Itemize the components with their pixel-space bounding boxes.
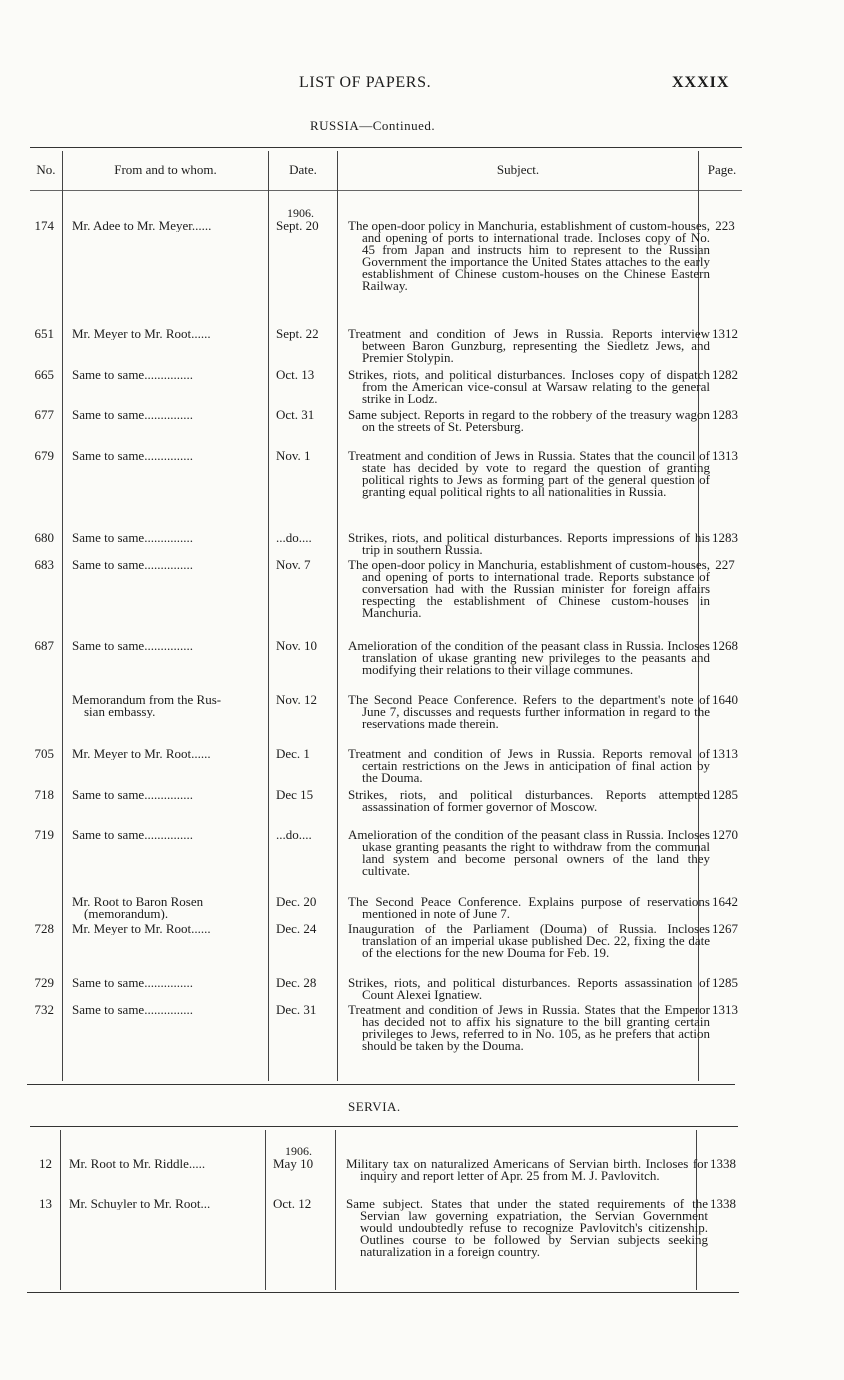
row-correspondents (72, 829, 268, 841)
row-subject: Inauguration of the Parliament (Douma) of Russia. Incloses translation of an imperial ukase published Dec. 22, fixing the date of the elections for the new Douma for Feb. 19. (348, 921, 710, 960)
row-subject: Strikes, riots, and political disturbances. Incloses copy of dispatch from the American vice-consul at Warsaw relating to the general strike in Lodz. (348, 367, 710, 406)
table-bottom-rule (27, 1084, 735, 1085)
row-page: 1313 (712, 448, 738, 463)
row-date: Dec. 31 (276, 1002, 317, 1017)
correspondents-line: Mr. Schuyler to Mr. Root... (69, 1198, 211, 1210)
row-date: Dec. 1 (276, 746, 310, 761)
row-page: 1338 (710, 1156, 736, 1171)
row-date: May 10 (273, 1156, 314, 1171)
row-date: Nov. 10 (276, 638, 318, 653)
row-date: Dec. 20 (276, 894, 317, 909)
row-subject: Treatment and condition of Jews in Russia. Reports interview between Baron Gunzburg, representing the Siedletz Jews, and Premier Stolypin. (348, 326, 710, 365)
year-label: 1906. (287, 206, 314, 220)
row-number: 651 (34, 326, 54, 341)
section-title-russia: RUSSIA—Continued. (310, 118, 436, 133)
row-page: 1640 (712, 692, 738, 707)
row-date: Oct. 13 (276, 367, 315, 382)
correspondents-line: Memorandum from the Rus- (72, 694, 222, 707)
row-correspondents (72, 977, 268, 989)
column-divider (60, 1130, 61, 1290)
row-date: ...do.... (276, 530, 312, 545)
row-date: Oct. 12 (273, 1196, 312, 1211)
correspondents-line-continued: sian embassy. (84, 704, 156, 718)
correspondents-line: Same to same............... (72, 789, 193, 801)
row-subject: Treatment and condition of Jews in Russia. Reports removal of certain restrictions on the Jews in anticipation of final action by the Douma. (348, 746, 710, 785)
row-page: 1270 (712, 827, 738, 842)
row-subject: Treatment and condition of Jews in Russia. States that the Emperor has decided not to affix his signature to the bill granting certain privileges to Jews, referred to in No. 105, as he prefers that action should be taken by the Douma. (348, 1002, 710, 1053)
row-number: 683 (34, 557, 54, 572)
row-page: 1267 (712, 921, 738, 936)
correspondents-line: Same to same............... (72, 640, 193, 652)
row-correspondents (72, 896, 268, 920)
row-subject: Same subject. Reports in regard to the robbery of the treasury wagon on the streets of St. Petersburg. (348, 407, 710, 434)
row-date: Sept. 22 (276, 326, 319, 341)
row-correspondents (72, 559, 268, 571)
page-title: LIST OF PAPERS. (299, 74, 432, 91)
row-correspondents (72, 220, 268, 232)
row-date: Dec. 28 (276, 975, 317, 990)
correspondents-line: Mr. Adee to Mr. Meyer...... (72, 220, 212, 232)
row-number: 732 (34, 1002, 54, 1017)
correspondents-line: Mr. Meyer to Mr. Root...... (72, 923, 211, 935)
row-subject: The open-door policy in Manchuria, establishment of custom-houses, and opening of ports to international trade. Incloses copy of No. 45 from Japan and instructs him to represent to the Russian Government the importance the United States attaches to the early establishment of Chinese custom-houses on the Chinese Eastern Railway. (348, 218, 710, 293)
row-number: 705 (34, 746, 54, 761)
row-subject: Strikes, riots, and political disturbances. Reports attempted assassination of former governor of Moscow. (348, 787, 710, 814)
column-divider (62, 151, 63, 1081)
column-divider (268, 151, 269, 1081)
correspondents-line: Same to same............... (72, 829, 193, 841)
row-page: 223 (715, 218, 735, 233)
section-title-servia: SERVIA. (348, 1099, 401, 1114)
column-divider (335, 1130, 336, 1290)
correspondents-line-continued: (memorandum). (84, 906, 169, 920)
row-date: Nov. 1 (276, 448, 311, 463)
row-subject: The Second Peace Conference. Refers to the department's note of June 7, discusses and requests further information in regard to the reservations made therein. (348, 692, 710, 731)
row-date: Dec. 24 (276, 921, 317, 936)
row-subject: Same subject. States that under the stated requirements of the Servian law governing expatriation, the Servian Government would undoubtedly refuse to recognize Pavlovitch's citizenship. Outlines course to be followed by Servian subjects seeking naturalization in a foreign country. (346, 1196, 708, 1259)
row-subject: The open-door policy in Manchuria, establishment of custom-houses, and opening of ports to international trade. Reports substance of conversation had with the Russian minister for foreign affairs respecting the establishment of Chinese custom-houses in Manchuria. (348, 557, 710, 620)
column-header-page: Page. (707, 162, 737, 177)
year-label: 1906. (285, 1144, 312, 1158)
row-correspondents (72, 694, 268, 718)
row-subject: Amelioration of the condition of the peasant class in Russia. Incloses ukase granting peasants the right to withdraw from the communal land system and become personal owners of the land they cultivate. (348, 827, 710, 878)
row-number: 665 (34, 367, 54, 382)
table-bottom-rule (27, 1292, 739, 1293)
row-number: 680 (34, 530, 54, 545)
row-page: 1268 (712, 638, 738, 653)
column-header-from: From and to whom. (114, 162, 217, 177)
row-number: 677 (34, 407, 54, 422)
row-date: ...do.... (276, 827, 312, 842)
row-number: 687 (34, 638, 54, 653)
row-subject: Treatment and condition of Jews in Russia. States that the council of state has decided by vote to regard the question of granting political rights to Jews as forming part of the general question of granting equal political rights to all nationalities in Russia. (348, 448, 710, 499)
row-correspondents (72, 328, 268, 340)
table-top-rule (30, 147, 742, 148)
row-page: 1283 (712, 407, 738, 422)
table-top-rule (30, 1126, 738, 1127)
correspondents-line: Same to same............... (72, 409, 193, 421)
row-date: Dec 15 (276, 787, 314, 802)
row-number: 728 (34, 921, 54, 936)
row-correspondents (72, 923, 268, 935)
row-correspondents (72, 409, 268, 421)
row-correspondents (72, 640, 268, 652)
row-page: 1312 (712, 326, 738, 341)
row-subject: Strikes, riots, and political disturbances. Reports assassination of Count Alexei Ignatiew. (348, 975, 710, 1002)
row-number: 718 (34, 787, 54, 802)
correspondents-line: Same to same............... (72, 369, 193, 381)
correspondents-line: Same to same............... (72, 559, 193, 571)
row-subject: Military tax on naturalized Americans of Servian birth. Incloses for inquiry and report letter of Apr. 25 from M. J. Pavlovitch. (346, 1156, 708, 1183)
column-header-date: Date. (289, 162, 317, 177)
row-date: Nov. 12 (276, 692, 318, 707)
row-number: 729 (34, 975, 54, 990)
row-correspondents (69, 1198, 265, 1210)
row-date: Sept. 20 (276, 218, 319, 233)
correspondents-line: Same to same............... (72, 977, 193, 989)
correspondents-line: Same to same............... (72, 450, 193, 462)
row-number: 12 (39, 1156, 52, 1171)
correspondents-line: Mr. Root to Baron Rosen (72, 896, 204, 909)
row-number: 174 (34, 218, 54, 233)
row-number: 719 (34, 827, 54, 842)
row-subject: Amelioration of the condition of the peasant class in Russia. Incloses translation of ukase granting new privileges to the peasants and modifying their relations to their village communes. (348, 638, 710, 677)
row-page: 1282 (712, 367, 738, 382)
row-page: 1313 (712, 746, 738, 761)
column-header-no: No. (36, 162, 56, 177)
row-number: 13 (39, 1196, 52, 1211)
row-page: 1338 (710, 1196, 736, 1211)
column-header-subject: Subject. (496, 162, 540, 177)
row-page: 227 (715, 557, 735, 572)
row-page: 1285 (712, 787, 738, 802)
row-correspondents (72, 1004, 268, 1016)
row-page: 1285 (712, 975, 738, 990)
row-subject: Strikes, riots, and political disturbances. Reports impressions of his trip in southern Russia. (348, 530, 710, 557)
row-number: 679 (34, 448, 54, 463)
row-subject: The Second Peace Conference. Explains purpose of reservations mentioned in note of June 7. (348, 894, 710, 921)
row-correspondents (72, 789, 268, 801)
row-page: 1642 (712, 894, 738, 909)
correspondents-line: Same to same............... (72, 532, 193, 544)
row-correspondents (72, 369, 268, 381)
column-divider (337, 151, 338, 1081)
row-page: 1283 (712, 530, 738, 545)
row-page: 1313 (712, 1002, 738, 1017)
correspondents-line: Mr. Meyer to Mr. Root...... (72, 748, 211, 760)
row-correspondents (72, 532, 268, 544)
row-correspondents (69, 1158, 265, 1170)
row-correspondents (72, 450, 268, 462)
table-header-rule (30, 190, 742, 191)
correspondents-line: Mr. Root to Mr. Riddle..... (69, 1158, 206, 1170)
row-date: Oct. 31 (276, 407, 315, 422)
column-divider (265, 1130, 266, 1290)
correspondents-line: Same to same............... (72, 1004, 193, 1016)
row-correspondents (72, 748, 268, 760)
correspondents-line: Mr. Meyer to Mr. Root...... (72, 328, 211, 340)
page-number: XXXIX (672, 74, 730, 91)
row-date: Nov. 7 (276, 557, 311, 572)
